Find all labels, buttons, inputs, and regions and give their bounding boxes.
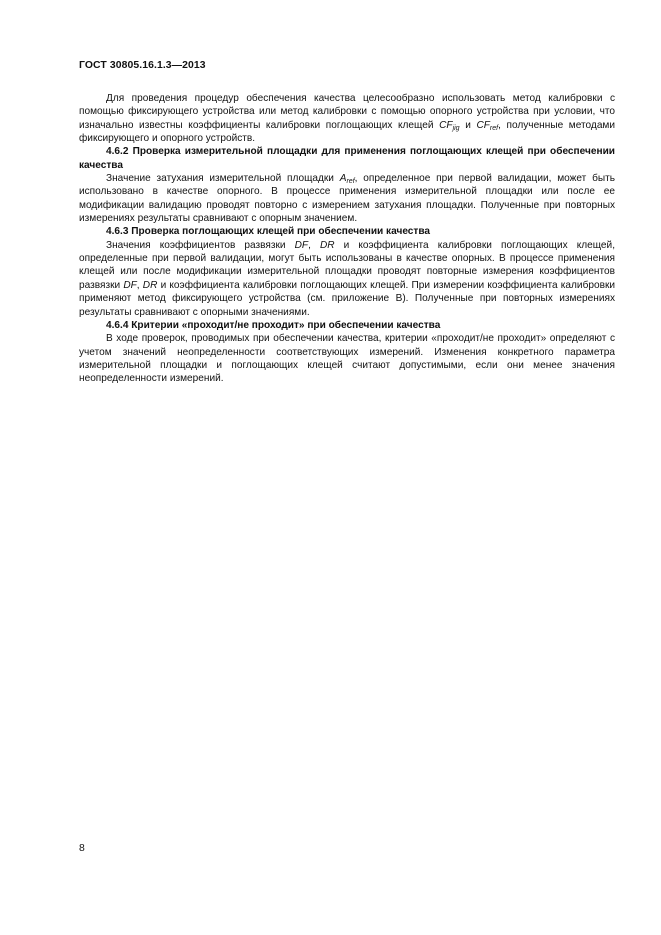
s462-text-1: Значение затухания измерительной площадки: [106, 173, 340, 185]
dr-symbol: DR: [319, 239, 335, 251]
df-symbol-2: DF: [123, 279, 137, 291]
cf-ref-symbol: CF: [476, 119, 490, 131]
section-4-6-4-heading: 4.6.4 Критерии «проходит/не проходит» при обеспечении качества: [106, 319, 441, 331]
s463-text-1: Значения коэффициентов развязки: [106, 239, 295, 251]
intro-text-2: и: [459, 119, 477, 131]
section-4-6-3-paragraph: [79, 239, 615, 319]
section-4-6-4-paragraph: В ходе проверок, проводимых при обеспечении качества, критерии «проходит/не проходит» определяют с учетом значений неопределенности соответствующих измерений. Изменения конкретного параметра измерительной площадки и поглощающих клещей считают допустимыми, если они менее значения неопределенности измерений.: [79, 333, 615, 385]
s463-separator-2: ,: [136, 279, 143, 291]
s463-separator-1: ,: [308, 239, 320, 251]
intro-text-1: Для проведения процедур обеспечения качества целесообразно использовать метод калибровки с помощью фиксирующего устройства или метод калибровки с помощью опорного устройства при условии, что изначально известны коэффициенты калибровки поглощающих клещей: [79, 93, 615, 131]
cf-ref-subscript: ref: [489, 124, 499, 132]
document-code-header: ГОСТ 30805.16.1.3—2013: [79, 60, 206, 71]
section-4-6-3-heading: 4.6.3 Проверка поглощающих клещей при обеспечении качества: [106, 226, 431, 238]
section-4-6-2-heading: 4.6.2 Проверка измерительной площадки для применения поглощающих клещей при обеспечении качества: [79, 146, 615, 171]
s463-text-2: и коэффициента калибровки поглощающих клещей, определенные при первой валидации, могут быть использованы в качестве опорных. В процессе применения клещей или после модификации измерительной площадки проводят повторные измерения коэффициентов развязки: [79, 239, 615, 291]
section-4-6-2-paragraph: [79, 172, 615, 225]
cf-jig-subscript: jig: [452, 124, 460, 132]
page-number: 8: [79, 843, 85, 854]
intro-text-3: , полученные методами фиксирующего и опорного устройств.: [79, 119, 616, 145]
dr-symbol-2: DR: [142, 279, 158, 291]
s463-text-3: и коэффициента калибровки поглощающих клещей. При измерении коэффициента калибровки применяют метод фиксирующего устройства (см. приложение В). Полученные при повторных измерениях результаты сравнивают с опорными значениями.: [79, 279, 615, 318]
document-body: [79, 92, 615, 386]
a-ref-symbol: A: [339, 173, 347, 185]
s462-text-2: , определенное при первой валидации, может быть использовано в качестве опорного. В процессе применения измерительной площадки или после ее модификации валидацию проводят повторно с измерением затухания площадки. Полученные при повторных измерениях результаты сравнивают с опорным значением.: [79, 173, 615, 225]
df-symbol: DF: [294, 239, 309, 251]
cf-jig-symbol: CF: [439, 119, 453, 131]
a-ref-subscript: ref: [346, 178, 355, 186]
intro-paragraph: [79, 92, 615, 145]
